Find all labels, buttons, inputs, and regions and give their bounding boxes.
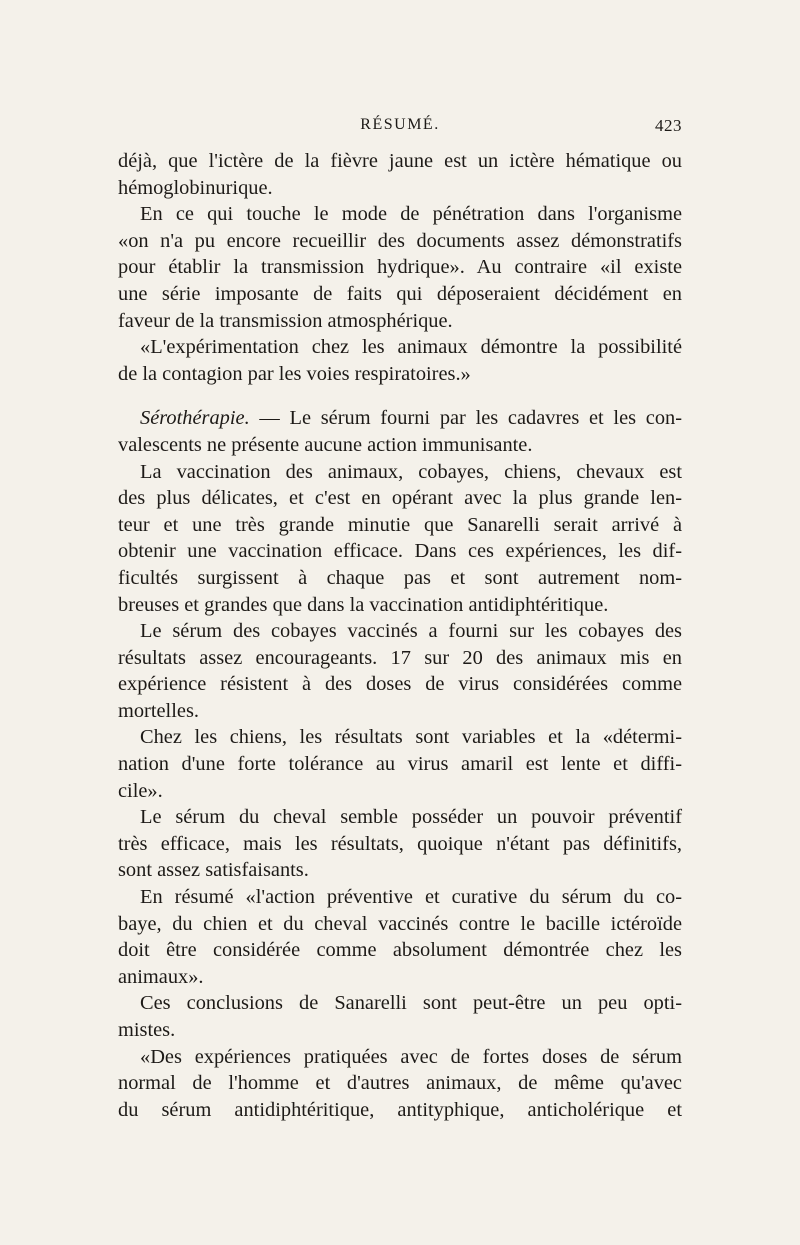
- text-line: déjà, que l'ictère de la fièvre jaune est un ictère hématique ou: [118, 150, 682, 172]
- text-line: «on n'a pu encore recueillir des documents assez démonstratifs: [118, 229, 682, 252]
- text-line: nation d'une forte tolérance au virus amaril est lente et diffi-: [118, 753, 682, 776]
- text-line-rest: — Le sérum fourni par les cadavres et les con-: [249, 407, 682, 430]
- text-line: des plus délicates, et c'est en opérant avec la plus grande len-: [118, 487, 682, 510]
- text-line: de la contagion par les voies respiratoires.»: [118, 362, 471, 385]
- text-line: En résumé «l'action préventive et curative du sérum du co-: [140, 886, 682, 909]
- text-line: hémoglobinurique.: [118, 176, 273, 199]
- text-line: cile».: [118, 779, 163, 802]
- text-line: «Des expériences pratiquées avec de fortes doses de sérum: [140, 1045, 682, 1068]
- text-line: En ce qui touche le mode de pénétration dans l'organisme: [140, 203, 682, 226]
- text-line: Le sérum du cheval semble posséder un pouvoir préventif: [140, 806, 682, 829]
- text-line: mistes.: [118, 1019, 176, 1041]
- text-line: doit être considérée comme absolument démontrée chez les: [118, 939, 682, 962]
- text-line: une série imposante de faits qui déposeraient décidément en: [118, 282, 682, 305]
- text-line: Chez les chiens, les résultats sont variables et la «détermi-: [140, 726, 682, 749]
- page-number: 423: [655, 116, 682, 135]
- text-line: Ces conclusions de Sanarelli sont peut-être un peu opti-: [140, 992, 682, 1015]
- text-line: très efficace, mais les résultats, quoique n'étant pas définitifs,: [118, 832, 682, 855]
- text-line: résultats assez encourageants. 17 sur 20 des animaux mis en: [118, 646, 682, 669]
- text-line: ficultés surgissent à chaque pas et sont autrement nom-: [118, 566, 682, 589]
- section-heading-serotherapie: Sérothérapie.: [140, 407, 250, 430]
- page-header: [118, 116, 682, 144]
- text-line: teur et une très grande minutie que Sanarelli serait arrivé à: [118, 513, 682, 536]
- text-line: breuses et grandes que dans la vaccination antidiphtéritique.: [118, 593, 609, 616]
- text-line: normal de l'homme et d'autres animaux, de même qu'avec: [118, 1072, 682, 1095]
- text-line: sont assez satisfaisants.: [118, 859, 309, 882]
- text-line: mortelles.: [118, 699, 199, 722]
- text-line: valescents ne présente aucune action immunisante.: [118, 433, 533, 456]
- text-line: Le sérum des cobayes vaccinés a fourni sur les cobayes des: [140, 620, 682, 643]
- text-line: animaux».: [118, 965, 204, 988]
- body-text: [118, 148, 682, 1123]
- running-title: RÉSUMÉ.: [360, 116, 440, 133]
- paragraph-gap: [118, 387, 682, 405]
- text-line: du sérum antidiphtéritique, antityphique, anticholérique et: [118, 1098, 682, 1121]
- text-line-serotherapie: [118, 405, 682, 432]
- text-line: obtenir une vaccination efficace. Dans ces expériences, les dif-: [118, 540, 682, 563]
- text-line: faveur de la transmission atmosphérique.: [118, 309, 453, 332]
- text-line: La vaccination des animaux, cobayes, chiens, chevaux est: [140, 460, 682, 483]
- text-line: pour établir la transmission hydrique». Au contraire «il existe: [118, 256, 682, 279]
- text-line: expérience résistent à des doses de virus considérées comme: [118, 673, 682, 696]
- text-line: baye, du chien et du cheval vaccinés contre le bacille ictéroïde: [118, 912, 682, 935]
- text-line: «L'expérimentation chez les animaux démontre la possibilité: [140, 336, 682, 359]
